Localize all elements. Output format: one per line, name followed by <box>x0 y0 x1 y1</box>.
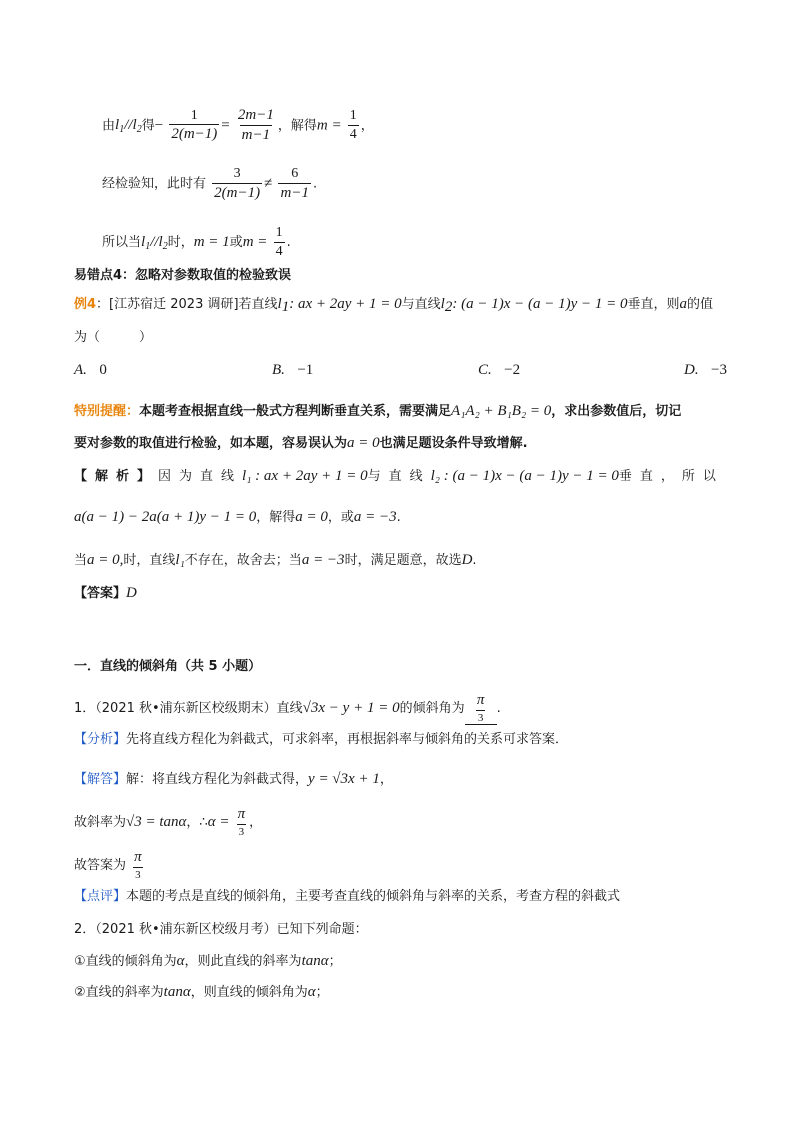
section-heading: 易错点4：忽略对参数取值的检验致误 <box>74 268 292 283</box>
tip-line1: 特别提醒：本题考查根据直线一般式方程判断垂直关系，需要满足A₁A₂ + B₁B₂ = 0，求出参数值后，切记 <box>74 403 682 419</box>
question-1: 1．（2021 秋•浦东新区校级期末）直线√3x − y + 1 = 0的倾斜角为 $\frac{\pi}{3}$ . <box>74 692 501 724</box>
final-answer: 故答案为 $\frac{\pi}{3}$ <box>74 849 142 881</box>
section-title: 一．直线的倾斜角（共 5 小题） <box>74 659 262 674</box>
example-question-line2: 为（ ） <box>74 330 153 345</box>
analysis-line2: a(a − 1) − 2a(a + 1)y − 1 = 0，解得a = 0，或a = −3. <box>74 509 401 525</box>
line-conclusion: 所以当$l_1//l_2$时，m = 1或m = $\frac{1}{4}$ . <box>102 225 291 259</box>
option-a: A. 0 <box>74 362 107 378</box>
question-2: 2．（2021 秋•浦东新区校级月考）已知下列命题： <box>74 922 368 937</box>
answer-fraction: $\frac{\pi}{3}$ <box>476 692 485 724</box>
fraction: $\frac{\pi}{3}$ <box>134 849 142 881</box>
option-d: D. −3 <box>684 362 727 378</box>
fraction: $\frac{2m-1}{m-1}$ <box>237 107 274 143</box>
fraction: $\frac{1}{2(m-1)}$ <box>171 107 218 143</box>
line-parallel-condition: 由$l_1//l_2$得− $\frac{1}{2(m-1)}$ = $\frac{2m-1}{m-1}$ ，解得m = $\frac{1}{4}$ ， <box>102 107 374 143</box>
tip-line2: 要对参数的取值进行检验，如本题，容易误认为a = 0也满足题设条件导致增解. <box>74 435 528 451</box>
l1-symbol: $l_1//l_2$ <box>115 117 142 136</box>
fraction: $\frac{1}{4}$ <box>275 225 283 259</box>
fraction: $\frac{3}{2(m-1)}$ <box>214 166 261 201</box>
jieda: 【解答】解：将直线方程化为斜截式得，y = √3x + 1， <box>74 771 393 787</box>
analysis-line3: 当a = 0,时，直线l₁不存在，故舍去；当a = −3时，满足题意，故选D. <box>74 552 477 568</box>
dianping: 【点评】本题的考点是直线的倾斜角，主要考查直线的倾斜角与斜率的关系，考查方程的斜截式 <box>74 889 621 904</box>
proposition-1: ①直线的倾斜角为α，则此直线的斜率为tanα； <box>74 953 342 969</box>
proposition-2: ②直线的斜率为tanα，则直线的倾斜角为α； <box>74 984 329 1000</box>
analysis-line1: 【解析】因为直线l₁ : ax + 2ay + 1 = 0与直线l₂ : (a − 1)x − (a − 1)y − 1 = 0垂直，所以 <box>74 468 724 484</box>
slope-line: 故斜率为√3 = tanα，∴α = $\frac{\pi}{3}$ ， <box>74 806 263 838</box>
example-question: 例4：[江苏宿迁 2023 调研]若直线$l_1$: ax + 2ay + 1 = 0与直线$l_2$: (a − 1)x − (a − 1)y − 1 = 0垂直，则a的值 <box>74 296 714 315</box>
fraction: $\frac{1}{4}$ <box>349 108 357 142</box>
fraction: $\frac{6}{m-1}$ <box>280 166 309 201</box>
line-verification: 经检验知，此时有 $\frac{3}{2(m-1)}$ ≠ $\frac{6}{m-1}$ . <box>102 166 318 201</box>
option-b: B. −1 <box>272 362 314 378</box>
option-c: C. −2 <box>478 362 521 378</box>
fraction: $\frac{\pi}{3}$ <box>237 806 246 838</box>
fenxi: 【分析】先将直线方程化为斜截式，可求斜率，再根据斜率与倾斜角的关系可求答案． <box>74 732 569 747</box>
answer: 【答案】D <box>74 585 137 601</box>
